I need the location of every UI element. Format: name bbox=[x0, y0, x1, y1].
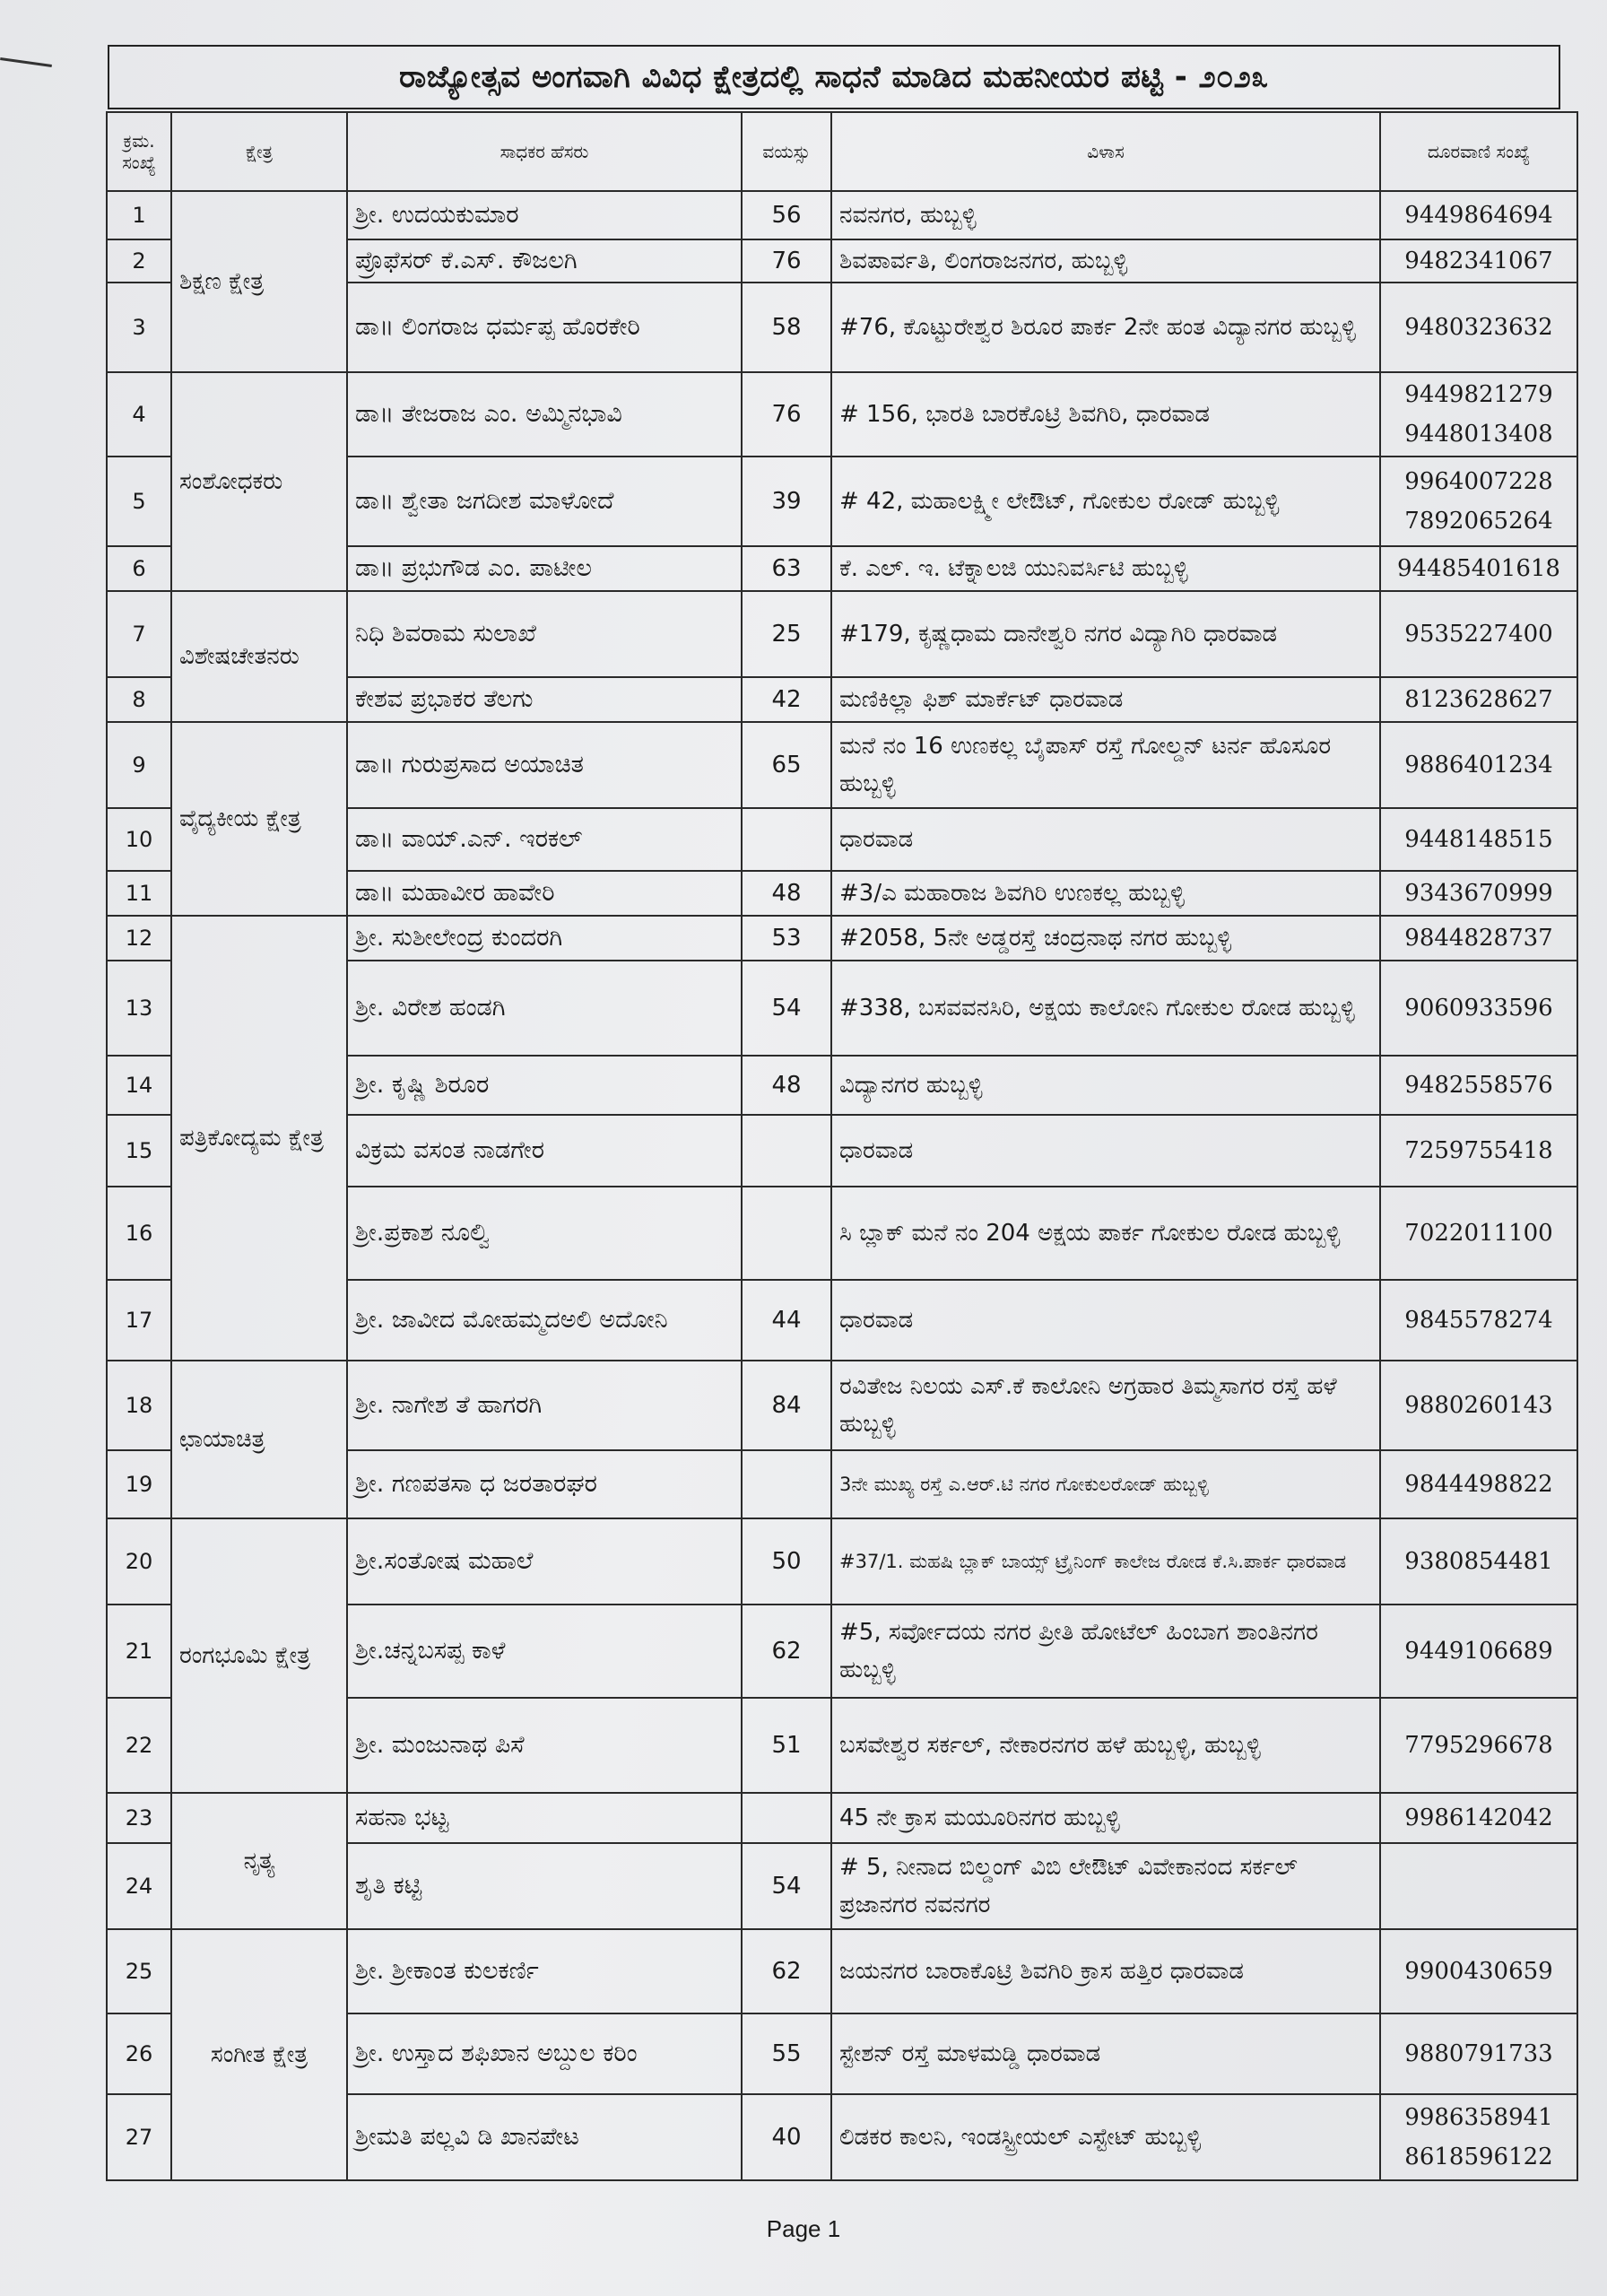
age-cell bbox=[742, 808, 831, 871]
name-cell: ಶ್ರೀ. ಉಸ್ತಾದ ಶಫಿಖಾನ ಅಬ್ದುಲ ಕರಿಂ bbox=[347, 2013, 742, 2094]
address-cell: # 156, ಭಾರತಿ ಬಾರಕೊಟ್ರಿ ಶಿವಗಿರಿ, ಧಾರವಾಡ bbox=[831, 372, 1380, 457]
name-cell: ಶೃತಿ ಕಟ್ಟಿ bbox=[347, 1843, 742, 1929]
serial-cell: 1 bbox=[107, 191, 171, 239]
serial-cell: 12 bbox=[107, 916, 171, 961]
serial-cell: 2 bbox=[107, 239, 171, 283]
phone-cell: 7259755418 bbox=[1380, 1115, 1577, 1187]
address-cell: # 5, ನೀನಾದ ಬಿಲ್ಡಂಗ್ ವಿಬಿ ಲೇಔಟ್ ವಿವೇಕಾನಂದ ಸರ್ಕಲ್ ಪ್ರಜಾನಗರ ನವನಗರ bbox=[831, 1843, 1380, 1929]
serial-cell: 20 bbox=[107, 1518, 171, 1605]
serial-cell: 7 bbox=[107, 591, 171, 677]
phone-cell: 9986142042 bbox=[1380, 1793, 1577, 1843]
name-cell: ಶ್ರೀ. ಉದಯಕುಮಾರ bbox=[347, 191, 742, 239]
serial-cell: 9 bbox=[107, 722, 171, 808]
phone-cell: 94485401618 bbox=[1380, 546, 1577, 591]
field-cell-dance: ನೃತ್ಯ bbox=[171, 1793, 347, 1929]
address-cell: 45 ನೇ ಕ್ರಾಸ ಮಯೂರಿನಗರ ಹುಬ್ಬಳ್ಳಿ bbox=[831, 1793, 1380, 1843]
serial-cell: 21 bbox=[107, 1605, 171, 1698]
name-cell: ಶ್ರೀ. ಸುಶೀಲೇಂದ್ರ ಕುಂದರಗಿ bbox=[347, 916, 742, 961]
name-cell: ಶ್ರೀ. ವಿರೇಶ ಹಂಡಗಿ bbox=[347, 961, 742, 1056]
serial-cell: 15 bbox=[107, 1115, 171, 1187]
name-cell: ಡಾ॥ ಪ್ರಭುಗೌಡ ಎಂ. ಪಾಟೀಲ bbox=[347, 546, 742, 591]
table-row bbox=[107, 1361, 1577, 1450]
phone-cell: 9886401234 bbox=[1380, 722, 1577, 808]
table-row bbox=[107, 591, 1577, 677]
name-cell: ಡಾ॥ ತೇಜರಾಜ ಎಂ. ಅಮ್ಮಿನಭಾವಿ bbox=[347, 372, 742, 457]
table-row bbox=[107, 916, 1577, 961]
age-cell: 65 bbox=[742, 722, 831, 808]
age-cell: 62 bbox=[742, 1929, 831, 2013]
phone-cell: 9845578274 bbox=[1380, 1280, 1577, 1361]
age-cell: 58 bbox=[742, 283, 831, 372]
field-cell-education: ಶಿಕ್ಷಣ ಕ್ಷೇತ್ರ bbox=[171, 191, 347, 372]
serial-cell: 13 bbox=[107, 961, 171, 1056]
address-cell: ಸ್ಟೇಶನ್ ರಸ್ತೆ ಮಾಳಮಡ್ಡಿ ಧಾರವಾಡ bbox=[831, 2013, 1380, 2094]
address-cell: ಲಿಡಕರ ಕಾಲನಿ, ಇಂಡಸ್ಟ್ರೀಯಲ್ ಎಸ್ಟೇಟ್ ಹುಬ್ಬಳ್ಳಿ bbox=[831, 2094, 1380, 2180]
serial-cell: 11 bbox=[107, 871, 171, 916]
age-cell: 84 bbox=[742, 1361, 831, 1450]
phone-cell: 9844828737 bbox=[1380, 916, 1577, 961]
phone-cell: 7022011100 bbox=[1380, 1187, 1577, 1280]
header-phone: ದೂರವಾಣಿ ಸಂಖ್ಯೆ bbox=[1380, 112, 1577, 191]
address-cell: ಧಾರವಾಡ bbox=[831, 1280, 1380, 1361]
address-cell: #37/1. ಮಹಷಿ ಬ್ಲಾಕ್ ಬಾಯ್ಸ್ ಟ್ರೈನಿಂಗ್ ಕಾಲೇಜ ರೋಡ ಕೆ.ಸಿ.ಪಾರ್ಕ ಧಾರವಾಡ bbox=[831, 1518, 1380, 1605]
age-cell: 56 bbox=[742, 191, 831, 239]
serial-cell: 19 bbox=[107, 1450, 171, 1518]
serial-cell: 18 bbox=[107, 1361, 171, 1450]
age-cell: 44 bbox=[742, 1280, 831, 1361]
address-cell: ಧಾರವಾಡ bbox=[831, 808, 1380, 871]
serial-cell: 6 bbox=[107, 546, 171, 591]
phone-cell: 9844498822 bbox=[1380, 1450, 1577, 1518]
field-cell-medical: ವೈದ್ಯಕೀಯ ಕ್ಷೇತ್ರ bbox=[171, 722, 347, 916]
phone-cell: 9449821279 9448013408 bbox=[1380, 372, 1577, 457]
phone-cell: 8123628627 bbox=[1380, 677, 1577, 722]
phone-cell: 7795296678 bbox=[1380, 1698, 1577, 1793]
phone-cell: 9449106689 bbox=[1380, 1605, 1577, 1698]
name-cell: ಶ್ರೀ. ಕೃಷ್ಣಿ ಶಿರೂರ bbox=[347, 1056, 742, 1115]
phone-cell: 9449864694 bbox=[1380, 191, 1577, 239]
address-cell: #338, ಬಸವವನಸಿರಿ, ಅಕ್ಷಯ ಕಾಲೋನಿ ಗೋಕುಲ ರೋಡ ಹುಬ್ಬಳ್ಳಿ bbox=[831, 961, 1380, 1056]
field-cell-music: ಸಂಗೀತ ಕ್ಷೇತ್ರ bbox=[171, 1929, 347, 2180]
name-cell: ಡಾ॥ ವಾಯ್.ಎನ್. ಇರಕಲ್ bbox=[347, 808, 742, 871]
age-cell bbox=[742, 1115, 831, 1187]
name-cell: ಡಾ॥ ಲಿಂಗರಾಜ ಧರ್ಮಪ್ಪ ಹೊರಕೇರಿ bbox=[347, 283, 742, 372]
age-cell: 48 bbox=[742, 1056, 831, 1115]
age-cell: 62 bbox=[742, 1605, 831, 1698]
phone-cell: 9482558576 bbox=[1380, 1056, 1577, 1115]
table-row bbox=[107, 1929, 1577, 2013]
name-cell: ಶ್ರೀ. ಗಣಪತಸಾ ಧ ಜರತಾರಘರ bbox=[347, 1450, 742, 1518]
address-cell: # 42, ಮಹಾಲಕ್ಷ್ಮೀ ಲೇಔಟ್, ಗೋಕುಲ ರೋಡ್ ಹುಬ್ಬಳ್ಳಿ bbox=[831, 457, 1380, 546]
name-cell: ವಿಕ್ರಮ ವಸಂತ ನಾಡಗೇರ bbox=[347, 1115, 742, 1187]
serial-cell: 10 bbox=[107, 808, 171, 871]
address-cell: 3ನೇ ಮುಖ್ಯ ರಸ್ತೆ ಎ.ಆರ್.ಟಿ ನಗರ ಗೋಕುಲರೋಡ್ ಹುಬ್ಬಳ್ಳಿ bbox=[831, 1450, 1380, 1518]
serial-cell: 3 bbox=[107, 283, 171, 372]
table-header-row bbox=[107, 112, 1577, 191]
name-cell: ಪ್ರೊಫೆಸರ್ ಕೆ.ಎಸ್. ಕೌಜಲಗಿ bbox=[347, 239, 742, 283]
phone-cell: 9060933596 bbox=[1380, 961, 1577, 1056]
table-row bbox=[107, 1793, 1577, 1843]
phone-cell: 9480323632 bbox=[1380, 283, 1577, 372]
age-cell: 63 bbox=[742, 546, 831, 591]
serial-cell: 25 bbox=[107, 1929, 171, 2013]
age-cell: 42 bbox=[742, 677, 831, 722]
age-cell: 40 bbox=[742, 2094, 831, 2180]
age-cell: 48 bbox=[742, 871, 831, 916]
phone-cell: 9880791733 bbox=[1380, 2013, 1577, 2094]
serial-cell: 14 bbox=[107, 1056, 171, 1115]
name-cell: ಶ್ರೀ.ಪ್ರಕಾಶ ನೂಲ್ವಿ bbox=[347, 1187, 742, 1280]
address-cell: ಧಾರವಾಡ bbox=[831, 1115, 1380, 1187]
phone-cell: 9448148515 bbox=[1380, 808, 1577, 871]
header-field: ಕ್ಷೇತ್ರ bbox=[171, 112, 347, 191]
serial-cell: 27 bbox=[107, 2094, 171, 2180]
document-title bbox=[108, 45, 1560, 109]
serial-cell: 4 bbox=[107, 372, 171, 457]
phone-cell: 9535227400 bbox=[1380, 591, 1577, 677]
header-serial: ಕ್ರಮ. ಸಂಖ್ಯೆ bbox=[107, 112, 171, 191]
phone-cell: 9343670999 bbox=[1380, 871, 1577, 916]
field-cell-theatre: ರಂಗಭೂಮಿ ಕ್ಷೇತ್ರ bbox=[171, 1518, 347, 1793]
serial-cell: 22 bbox=[107, 1698, 171, 1793]
address-cell: #3/ಎ ಮಹಾರಾಜ ಶಿವಗಿರಿ ಉಣಕಲ್ಲ ಹುಬ್ಬಳ್ಳಿ bbox=[831, 871, 1380, 916]
address-cell: ರವಿತೇಜ ನಿಲಯ ಎಸ್.ಕೆ ಕಾಲೋನಿ ಅಗ್ರಹಾರ ತಿಮ್ಮಸಾಗರ ರಸ್ತೆ ಹಳೆ ಹುಬ್ಬಳ್ಳಿ bbox=[831, 1361, 1380, 1450]
phone-cell: 9900430659 bbox=[1380, 1929, 1577, 2013]
field-cell-photography: ಛಾಯಾಚಿತ್ರ bbox=[171, 1361, 347, 1518]
phone-cell bbox=[1380, 1843, 1577, 1929]
serial-cell: 24 bbox=[107, 1843, 171, 1929]
table-row bbox=[107, 372, 1577, 457]
field-cell-journalism: ಪತ್ರಿಕೋದ್ಯಮ ಕ್ಷೇತ್ರ bbox=[171, 916, 347, 1361]
name-cell: ಡಾ॥ ಶ್ವೇತಾ ಜಗದೀಶ ಮಾಳೋದೆ bbox=[347, 457, 742, 546]
header-address: ವಿಳಾಸ bbox=[831, 112, 1380, 191]
phone-cell: 9964007228 7892065264 bbox=[1380, 457, 1577, 546]
age-cell bbox=[742, 1793, 831, 1843]
name-cell: ನಿಧಿ ಶಿವರಾಮ ಸುಲಾಖೆ bbox=[347, 591, 742, 677]
name-cell: ಶ್ರೀ.ಚನ್ನಬಸಪ್ಪ ಕಾಳೆ bbox=[347, 1605, 742, 1698]
age-cell: 53 bbox=[742, 916, 831, 961]
age-cell: 51 bbox=[742, 1698, 831, 1793]
achievers-table bbox=[106, 111, 1578, 2181]
name-cell: ಶ್ರೀ.ಸಂತೋಷ ಮಹಾಲೆ bbox=[347, 1518, 742, 1605]
margin-mark bbox=[0, 57, 52, 67]
address-cell: ಮನೆ ನಂ 16 ಉಣಕಲ್ಲ ಬೈಪಾಸ್ ರಸ್ತೆ ಗೋಲ್ಡನ್ ಟರ್ನ ಹೊಸೂರ ಹುಬ್ಬಳ್ಳಿ bbox=[831, 722, 1380, 808]
table-row bbox=[107, 191, 1577, 239]
name-cell: ಕೇಶವ ಪ್ರಭಾಕರ ತೆಲಗು bbox=[347, 677, 742, 722]
table-row bbox=[107, 722, 1577, 808]
serial-cell: 26 bbox=[107, 2013, 171, 2094]
age-cell: 54 bbox=[742, 961, 831, 1056]
age-cell: 50 bbox=[742, 1518, 831, 1605]
address-cell: #76, ಕೊಟ್ಟುರೇಶ್ವರ ಶಿರೂರ ಪಾರ್ಕ 2ನೇ ಹಂತ ವಿದ್ಯಾನಗರ ಹುಬ್ಬಳ್ಳಿ bbox=[831, 283, 1380, 372]
field-cell-special: ವಿಶೇಷಚೇತನರು bbox=[171, 591, 347, 722]
table-row bbox=[107, 1518, 1577, 1605]
phone-cell: 9482341067 bbox=[1380, 239, 1577, 283]
name-cell: ಶ್ರೀ. ಮಂಜುನಾಥ ಪಿಸೆ bbox=[347, 1698, 742, 1793]
name-cell: ಸಹನಾ ಭಟ್ಟ bbox=[347, 1793, 742, 1843]
address-cell: #5, ಸರ್ವೋದಯ ನಗರ ಪ್ರೀತಿ ಹೋಟೆಲ್ ಹಿಂಬಾಗ ಶಾಂತಿನಗರ ಹುಬ್ಬಳ್ಳಿ bbox=[831, 1605, 1380, 1698]
serial-cell: 5 bbox=[107, 457, 171, 546]
address-cell: ಬಸವೇಶ್ವರ ಸರ್ಕಲ್, ನೇಕಾರನಗರ ಹಳೆ ಹುಬ್ಬಳ್ಳಿ, ಹುಬ್ಬಳ್ಳಿ bbox=[831, 1698, 1380, 1793]
field-cell-research: ಸಂಶೋಧಕರು bbox=[171, 372, 347, 591]
address-cell: ವಿದ್ಯಾನಗರ ಹುಬ್ಬಳ್ಳಿ bbox=[831, 1056, 1380, 1115]
phone-cell: 9986358941 8618596122 bbox=[1380, 2094, 1577, 2180]
address-cell: #2058, 5ನೇ ಅಡ್ಡರಸ್ತೆ ಚಂದ್ರನಾಥ ನಗರ ಹುಬ್ಬಳ್ಳಿ bbox=[831, 916, 1380, 961]
serial-cell: 17 bbox=[107, 1280, 171, 1361]
title-text: ರಾಜ್ಯೋತ್ಸವ ಅಂಗವಾಗಿ ವಿವಿಧ ಕ್ಷೇತ್ರದಲ್ಲಿ ಸಾಧನೆ ಮಾಡಿದ ಮಹನೀಯರ ಪಟ್ಟಿ - ೨೦೨೩ bbox=[399, 59, 1269, 95]
age-cell bbox=[742, 1450, 831, 1518]
name-cell: ಡಾ॥ ಮಹಾವೀರ ಹಾವೇರಿ bbox=[347, 871, 742, 916]
age-cell: 25 bbox=[742, 591, 831, 677]
name-cell: ಶ್ರೀ. ಶ್ರೀಕಾಂತ ಕುಲಕರ್ಣಿ bbox=[347, 1929, 742, 2013]
address-cell: ಶಿವಪಾರ್ವತಿ, ಲಿಂಗರಾಜನಗರ, ಹುಬ್ಬಳ್ಳಿ bbox=[831, 239, 1380, 283]
phone-cell: 9380854481 bbox=[1380, 1518, 1577, 1605]
age-cell: 76 bbox=[742, 239, 831, 283]
address-cell: ಕೆ. ಎಲ್. ಇ. ಟೆಕ್ನಾಲಜಿ ಯುನಿವರ್ಸಿಟಿ ಹುಬ್ಬಳ್ಳಿ bbox=[831, 546, 1380, 591]
address-cell: ಸಿ ಬ್ಲಾಕ್ ಮನೆ ನಂ 204 ಅಕ್ಷಯ ಪಾರ್ಕ ಗೋಕುಲ ರೋಡ ಹುಬ್ಬಳ್ಳಿ bbox=[831, 1187, 1380, 1280]
header-age: ವಯಸ್ಸು bbox=[742, 112, 831, 191]
name-cell: ಶ್ರೀ. ನಾಗೇಶ ತೆ ಹಾಗರಗಿ bbox=[347, 1361, 742, 1450]
serial-cell: 23 bbox=[107, 1793, 171, 1843]
address-cell: ನವನಗರ, ಹುಬ್ಬಳ್ಳಿ bbox=[831, 191, 1380, 239]
address-cell: #179, ಕೃಷ್ಣಧಾಮ ದಾನೇಶ್ವರಿ ನಗರ ವಿದ್ಯಾಗಿರಿ ಧಾರವಾಡ bbox=[831, 591, 1380, 677]
phone-cell: 9880260143 bbox=[1380, 1361, 1577, 1450]
address-cell: ಜಯನಗರ ಬಾರಾಕೊಟ್ರಿ ಶಿವಗಿರಿ ಕ್ರಾಸ ಹತ್ತಿರ ಧಾರವಾಡ bbox=[831, 1929, 1380, 2013]
name-cell: ಶ್ರೀ. ಜಾವೀದ ಮೋಹಮ್ಮದಅಲಿ ಅದೋನಿ bbox=[347, 1280, 742, 1361]
header-name: ಸಾಧಕರ ಹೆಸರು bbox=[347, 112, 742, 191]
address-cell: ಮಣಿಕಿಲ್ಲಾ ಫಿಶ್ ಮಾರ್ಕೆಟ್ ಧಾರವಾಡ bbox=[831, 677, 1380, 722]
age-cell: 54 bbox=[742, 1843, 831, 1929]
page-number: Page 1 bbox=[766, 2215, 841, 2242]
serial-cell: 16 bbox=[107, 1187, 171, 1280]
age-cell: 55 bbox=[742, 2013, 831, 2094]
age-cell: 39 bbox=[742, 457, 831, 546]
name-cell: ಡಾ॥ ಗುರುಪ್ರಸಾದ ಅಯಾಚಿತ bbox=[347, 722, 742, 808]
name-cell: ಶ್ರೀಮತಿ ಪಲ್ಲವಿ ಡಿ ಖಾನಪೇಟ bbox=[347, 2094, 742, 2180]
age-cell: 76 bbox=[742, 372, 831, 457]
age-cell bbox=[742, 1187, 831, 1280]
serial-cell: 8 bbox=[107, 677, 171, 722]
